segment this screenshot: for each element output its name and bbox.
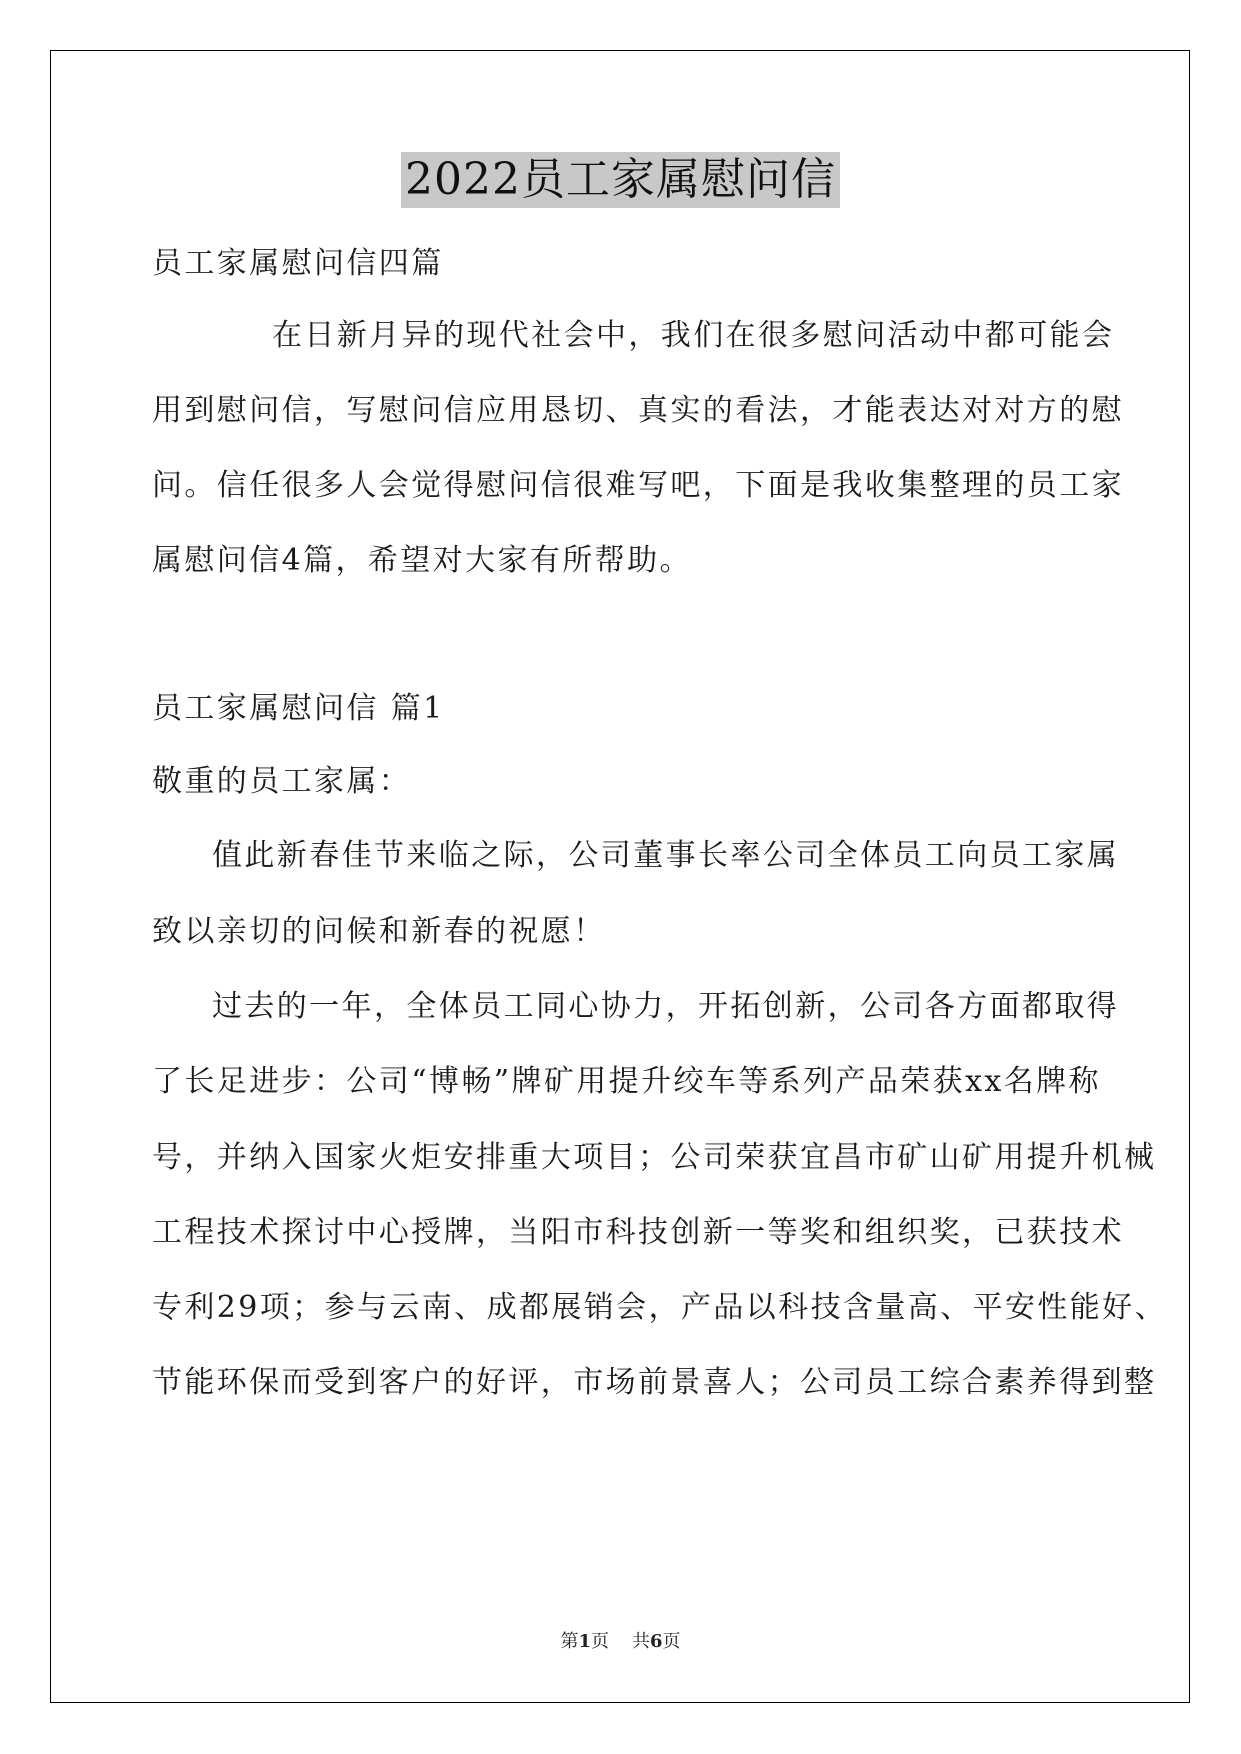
paragraph-line: 号，并纳入国家火炬安排重大项目；公司荣获宜昌市矿山矿用提升机械 [152,1140,1157,1175]
paragraph-line: 在日新月异的现代社会中，我们在很多慰问活动中都可能会 [272,318,1115,353]
paragraph-line: 用到慰问信，写慰问信应用恳切、真实的看法，才能表达对对方的慰 [152,393,1124,428]
document-title: 2022员工家属慰问信 [401,152,840,208]
page-suffix: 页 [591,1631,610,1652]
total-suffix: 页 [662,1631,681,1652]
paragraph-line: 致以亲切的问候和新春的祝愿！ [152,914,606,949]
paragraph-line: 属慰问信4篇，希望对大家有所帮助。 [152,543,692,578]
paragraph-line: 值此新春佳节来临之际，公司董事长率公司全体员工向员工家属 [212,838,1120,873]
paragraph-line: 专利29项；参与云南、成都展销会，产品以科技含量高、平安性能好、 [152,1290,1167,1325]
page-footer [0,1630,1241,1654]
section-heading: 员工家属慰问信 篇1 [152,691,445,726]
subtitle-line: 员工家属慰问信四篇 [152,246,444,281]
title-wrap [0,152,1241,208]
paragraph-line: 过去的一年，全体员工同心协力，开拓创新，公司各方面都取得 [212,989,1120,1024]
page-prefix: 第 [560,1631,579,1652]
page-number: 1 [578,1631,592,1652]
total-prefix: 共 [631,1631,650,1652]
paragraph-line: 工程技术探讨中心授牌，当阳市科技创新一等奖和组织奖，已获技术 [152,1215,1124,1250]
page-border [50,50,1190,1703]
paragraph-line: 问。信任很多人会觉得慰问信很难写吧，下面是我收集整理的员工家 [152,468,1124,503]
total-pages: 6 [649,1631,663,1652]
salutation-line: 敬重的员工家属： [152,764,412,799]
paragraph-line: 节能环保而受到客户的好评，市场前景喜人；公司员工综合素养得到整 [152,1365,1157,1400]
paragraph-line: 了长足进步：公司“博畅”牌矿用提升绞车等系列产品荣获xx名牌称 [152,1064,1101,1099]
